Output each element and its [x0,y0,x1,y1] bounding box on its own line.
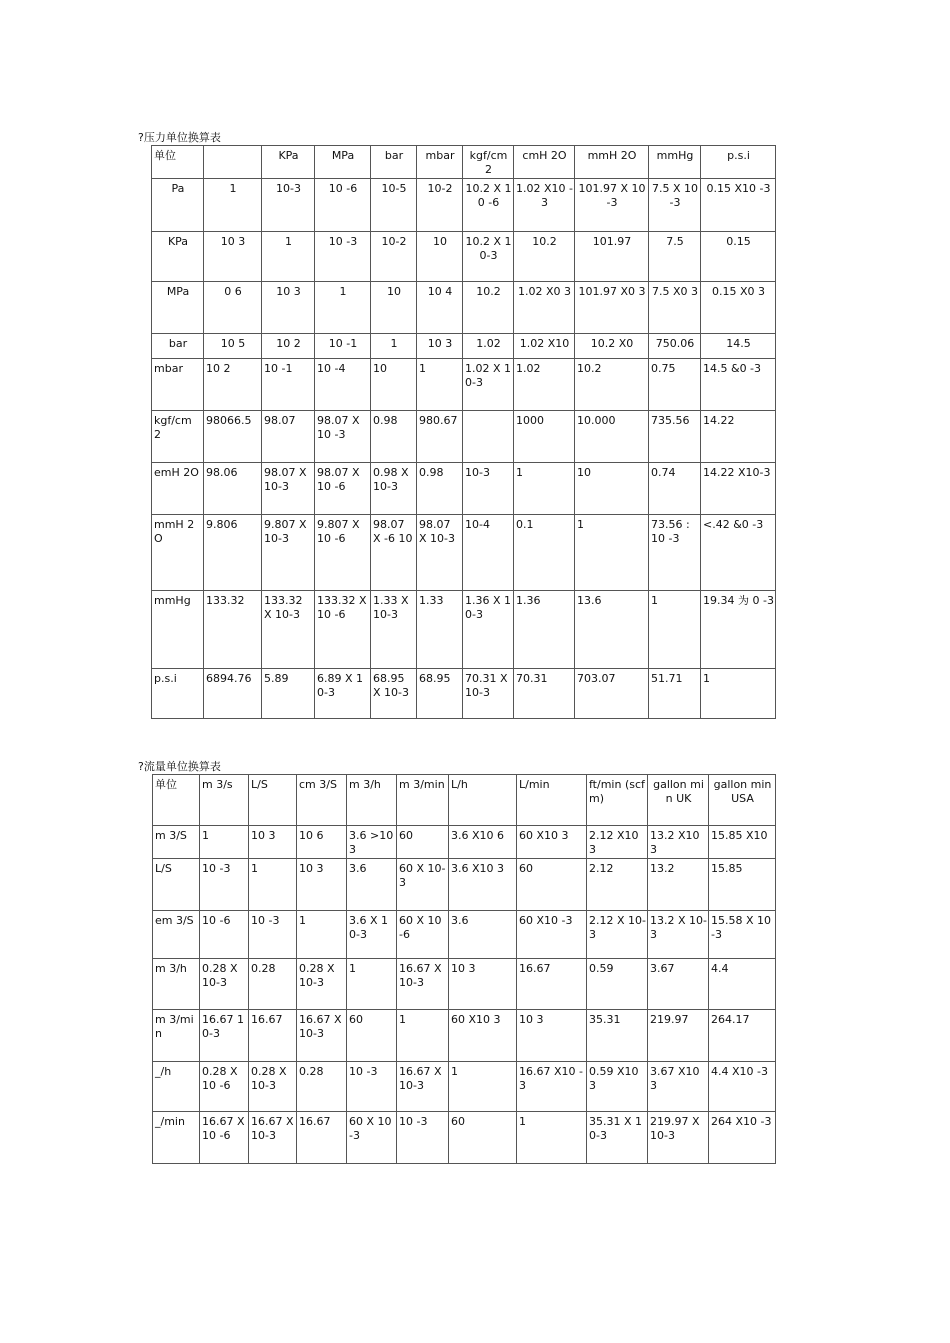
table-cell: 0.28 [249,959,297,1010]
table-cell: 10 -1 [315,334,371,359]
table-cell: 10 3 [449,959,517,1010]
table-cell: 0.1 [514,515,575,591]
table-cell: 3.6 [347,859,397,911]
column-header: m 3/min [397,775,449,826]
column-header: 单位 [152,146,204,179]
table-cell: 10 -3 [315,232,371,282]
table-cell: 750.06 [649,334,701,359]
table-cell: 1.02 [463,334,514,359]
pressure-row [152,591,776,669]
table-cell: 60 [517,859,587,911]
table-cell: 3.67 [648,959,709,1010]
table-cell: 16.67 X10 -3 [517,1062,587,1112]
table-cell: 1 [315,282,371,334]
table-cell: 60 [397,826,449,859]
table-cell: 1 [649,591,701,669]
table-cell: 51.71 [649,669,701,719]
column-header: m 3/s [200,775,249,826]
row-header: p.s.i [152,669,204,719]
table-cell: 10 -3 [347,1062,397,1112]
table-cell: 980.67 [417,411,463,463]
table-cell: 10-2 [371,232,417,282]
table-cell: 1 [417,359,463,411]
flow-row [153,826,776,859]
column-header: MPa [315,146,371,179]
table-cell: 60 X 10 -6 [397,911,449,959]
table-cell: 133.32 X 10 -6 [315,591,371,669]
table-cell: 16.67 [249,1010,297,1062]
table-cell: 10 [417,232,463,282]
row-header: _/h [153,1062,200,1112]
table-cell: 1000 [514,411,575,463]
table-cell: 16.67 X 10-3 [297,1010,347,1062]
table-cell: 35.31 X 10-3 [587,1112,648,1164]
column-header: 单位 [153,775,200,826]
table-cell: 0.28 X 10-3 [249,1062,297,1112]
table-cell: 10 -3 [397,1112,449,1164]
table-cell: 1 [514,463,575,515]
table-cell: 70.31 X 10-3 [463,669,514,719]
table-cell: 0 6 [204,282,262,334]
table-cell: 0.59 [587,959,648,1010]
flow-conversion-table [152,774,776,1164]
pressure-row [152,359,776,411]
table-cell: 101.97 [575,232,649,282]
pressure-row [152,669,776,719]
table-cell: 10 3 [204,232,262,282]
row-header: emH 2O [152,463,204,515]
table-cell: 10 4 [417,282,463,334]
column-header: mbar [417,146,463,179]
table-cell: 98.07 X 10-3 [417,515,463,591]
table-cell: 60 [347,1010,397,1062]
table-cell: 1.02 X10 -3 [514,179,575,232]
table-cell: 6.89 X 10-3 [315,669,371,719]
table-cell: 9.807 X 10-3 [262,515,315,591]
flow-row [153,1062,776,1112]
table-cell: 98.07 X -6 10 [371,515,417,591]
flow-row [153,911,776,959]
table-cell: 10.2 X 10-3 [463,232,514,282]
table-cell: 15.85 [709,859,776,911]
column-header: L/h [449,775,517,826]
pressure-conversion-table [151,145,776,719]
table-cell: 0.74 [649,463,701,515]
table-cell: 3.6 X10 3 [449,859,517,911]
row-header: em 3/S [153,911,200,959]
table-cell: 0.15 X10 -3 [701,179,776,232]
table-cell: 1 [262,232,315,282]
table-cell: 68.95 X 10-3 [371,669,417,719]
table-cell: 13.6 [575,591,649,669]
table-cell: 98066.5 [204,411,262,463]
table-cell: 10 -3 [249,911,297,959]
table-cell: 9.806 [204,515,262,591]
column-header: KPa [262,146,315,179]
table-cell: 14.5 [701,334,776,359]
table-cell: 10 -6 [315,179,371,232]
table-cell: 60 X10 3 [517,826,587,859]
table-cell: 1 [371,334,417,359]
row-header: mmH 2O [152,515,204,591]
table-cell: 1 [297,911,347,959]
pressure-row [152,334,776,359]
table-cell: 10.000 [575,411,649,463]
table-cell: 13.2 X 10-3 [648,911,709,959]
table-cell: 5.89 [262,669,315,719]
table-cell: 19.34 为 0 -3 [701,591,776,669]
table-cell: 98.07 X 10 -3 [315,411,371,463]
table-cell: 0.98 [371,411,417,463]
table-cell: 4.4 [709,959,776,1010]
table-cell: 219.97 [648,1010,709,1062]
row-header: m 3/S [153,826,200,859]
table-cell: 0.28 X 10 -6 [200,1062,249,1112]
column-header: m 3/h [347,775,397,826]
flow-row [153,1112,776,1164]
table-cell: 60 X 10-3 [347,1112,397,1164]
table-cell: 0.28 X 10-3 [297,959,347,1010]
table-cell: 264.17 [709,1010,776,1062]
table-cell: 10-3 [463,463,514,515]
table-cell: 15.58 X 10-3 [709,911,776,959]
row-header: MPa [152,282,204,334]
table-cell: 35.31 [587,1010,648,1062]
table-cell: 101.97 X 10-3 [575,179,649,232]
column-header: p.s.i [701,146,776,179]
table-cell: 10-4 [463,515,514,591]
table-cell: 10-2 [417,179,463,232]
table-cell: 703.07 [575,669,649,719]
column-header [204,146,262,179]
table-cell: 3.6 [449,911,517,959]
table-cell: 14.22 X10-3 [701,463,776,515]
table-cell: 0.28 X 10-3 [200,959,249,1010]
table-cell: 7.5 [649,232,701,282]
row-header: L/S [153,859,200,911]
column-header: gallon min UK [648,775,709,826]
column-header: L/S [249,775,297,826]
row-header: KPa [152,232,204,282]
table-cell: 0.15 [701,232,776,282]
table-cell: 0.75 [649,359,701,411]
table-cell: 16.67 X 10 -6 [200,1112,249,1164]
table-cell: 1.36 [514,591,575,669]
table-cell: 10 -3 [200,859,249,911]
column-header: bar [371,146,417,179]
table-cell: 3.6 X 10-3 [347,911,397,959]
table-cell: 0.59 X10 3 [587,1062,648,1112]
pressure-row [152,179,776,232]
table-cell: 1 [701,669,776,719]
table-cell: 10 [575,463,649,515]
table-cell: 16.67 10-3 [200,1010,249,1062]
pressure-row [152,515,776,591]
table-cell: 10.2 X0 [575,334,649,359]
table-cell: 10 -6 [200,911,249,959]
table-cell: 4.4 X10 -3 [709,1062,776,1112]
pressure-table-title: ?压力单位换算表 [138,131,221,144]
table-cell: 10.2 [463,282,514,334]
table-cell: 264 X10 -3 [709,1112,776,1164]
table-cell: 219.97 X 10-3 [648,1112,709,1164]
table-cell: 1 [249,859,297,911]
column-header: L/min [517,775,587,826]
column-header: mmH 2O [575,146,649,179]
pressure-row [152,232,776,282]
column-header: cmH 2O [514,146,575,179]
table-cell: 16.67 X 10-3 [249,1112,297,1164]
table-cell: 10.2 [514,232,575,282]
table-cell: 14.22 [701,411,776,463]
table-cell: 10-5 [371,179,417,232]
row-header: _/min [153,1112,200,1164]
flow-header-row [153,775,776,826]
table-cell: 68.95 [417,669,463,719]
table-cell: 70.31 [514,669,575,719]
row-header: Pa [152,179,204,232]
table-cell: 1 [347,959,397,1010]
table-cell: 16.67 X 10-3 [397,1062,449,1112]
table-cell: 10 3 [417,334,463,359]
table-cell: 1.33 X 10-3 [371,591,417,669]
table-cell: 1.36 X 10-3 [463,591,514,669]
table-cell: 1 [517,1112,587,1164]
table-cell: 10 3 [297,859,347,911]
column-header: cm 3/S [297,775,347,826]
column-header: gallon min USA [709,775,776,826]
table-cell: 3.67 X10 3 [648,1062,709,1112]
table-cell: 60 X10 3 [449,1010,517,1062]
table-cell: 10 [371,282,417,334]
table-cell: 1.02 [514,359,575,411]
table-cell: 73.56 : 10 -3 [649,515,701,591]
table-cell: 0.15 X0 3 [701,282,776,334]
table-cell: 10 3 [517,1010,587,1062]
table-cell: 133.32 [204,591,262,669]
table-cell: 10 [371,359,417,411]
table-cell: 735.56 [649,411,701,463]
table-cell: 1 [200,826,249,859]
flow-row [153,859,776,911]
table-cell: 16.67 X 10-3 [397,959,449,1010]
pressure-row [152,411,776,463]
pressure-row [152,282,776,334]
table-cell: 10 2 [204,359,262,411]
table-cell: 0.98 X 10-3 [371,463,417,515]
table-cell: 13.2 X10 3 [648,826,709,859]
table-cell: 98.07 [262,411,315,463]
table-cell: 10.2 X 10 -6 [463,179,514,232]
table-cell: 10 -4 [315,359,371,411]
table-cell: 1.02 X0 3 [514,282,575,334]
table-cell: 10 3 [249,826,297,859]
table-cell: 7.5 X0 3 [649,282,701,334]
flow-row [153,1010,776,1062]
table-cell: 1.02 X10 [514,334,575,359]
table-cell: 6894.76 [204,669,262,719]
table-cell: 1 [575,515,649,591]
column-header: mmHg [649,146,701,179]
table-cell: 10-3 [262,179,315,232]
table-cell: 13.2 [648,859,709,911]
table-cell: 133.32 X 10-3 [262,591,315,669]
row-header: mbar [152,359,204,411]
table-cell: 2.12 X10 3 [587,826,648,859]
column-header: ft/min (scfm) [587,775,648,826]
table-cell: 101.97 X0 3 [575,282,649,334]
table-cell [463,411,514,463]
table-cell: <.42 &0 -3 [701,515,776,591]
table-cell: 15.85 X10 [709,826,776,859]
table-cell: 14.5 &0 -3 [701,359,776,411]
table-cell: 1 [449,1062,517,1112]
table-cell: 98.07 X 10-3 [262,463,315,515]
table-cell: 2.12 X 10-3 [587,911,648,959]
table-cell: 7.5 X 10-3 [649,179,701,232]
table-cell: 16.67 [297,1112,347,1164]
column-header: kgf/cm 2 [463,146,514,179]
table-cell: 10 3 [262,282,315,334]
row-header: bar [152,334,204,359]
table-cell: 10 6 [297,826,347,859]
row-header: mmHg [152,591,204,669]
flow-row [153,959,776,1010]
table-cell: 9.807 X 10 -6 [315,515,371,591]
row-header: m 3/h [153,959,200,1010]
row-header: kgf/cm 2 [152,411,204,463]
row-header: m 3/min [153,1010,200,1062]
table-cell: 3.6 X10 6 [449,826,517,859]
table-cell: 98.06 [204,463,262,515]
pressure-header-row [152,146,776,179]
table-cell: 1 [397,1010,449,1062]
pressure-row [152,463,776,515]
table-cell: 10.2 [575,359,649,411]
table-cell: 98.07 X 10 -6 [315,463,371,515]
table-cell: 0.28 [297,1062,347,1112]
table-cell: 10 2 [262,334,315,359]
table-cell: 16.67 [517,959,587,1010]
table-cell: 10 -1 [262,359,315,411]
table-cell: 2.12 [587,859,648,911]
table-cell: 0.98 [417,463,463,515]
table-cell: 60 X10 -3 [517,911,587,959]
table-cell: 3.6 >10 3 [347,826,397,859]
table-cell: 10 5 [204,334,262,359]
table-cell: 1 [204,179,262,232]
table-cell: 60 X 10-3 [397,859,449,911]
table-cell: 1.02 X 10-3 [463,359,514,411]
table-cell: 60 [449,1112,517,1164]
table-cell: 1.33 [417,591,463,669]
flow-table-title: ?流量单位换算表 [138,760,221,773]
